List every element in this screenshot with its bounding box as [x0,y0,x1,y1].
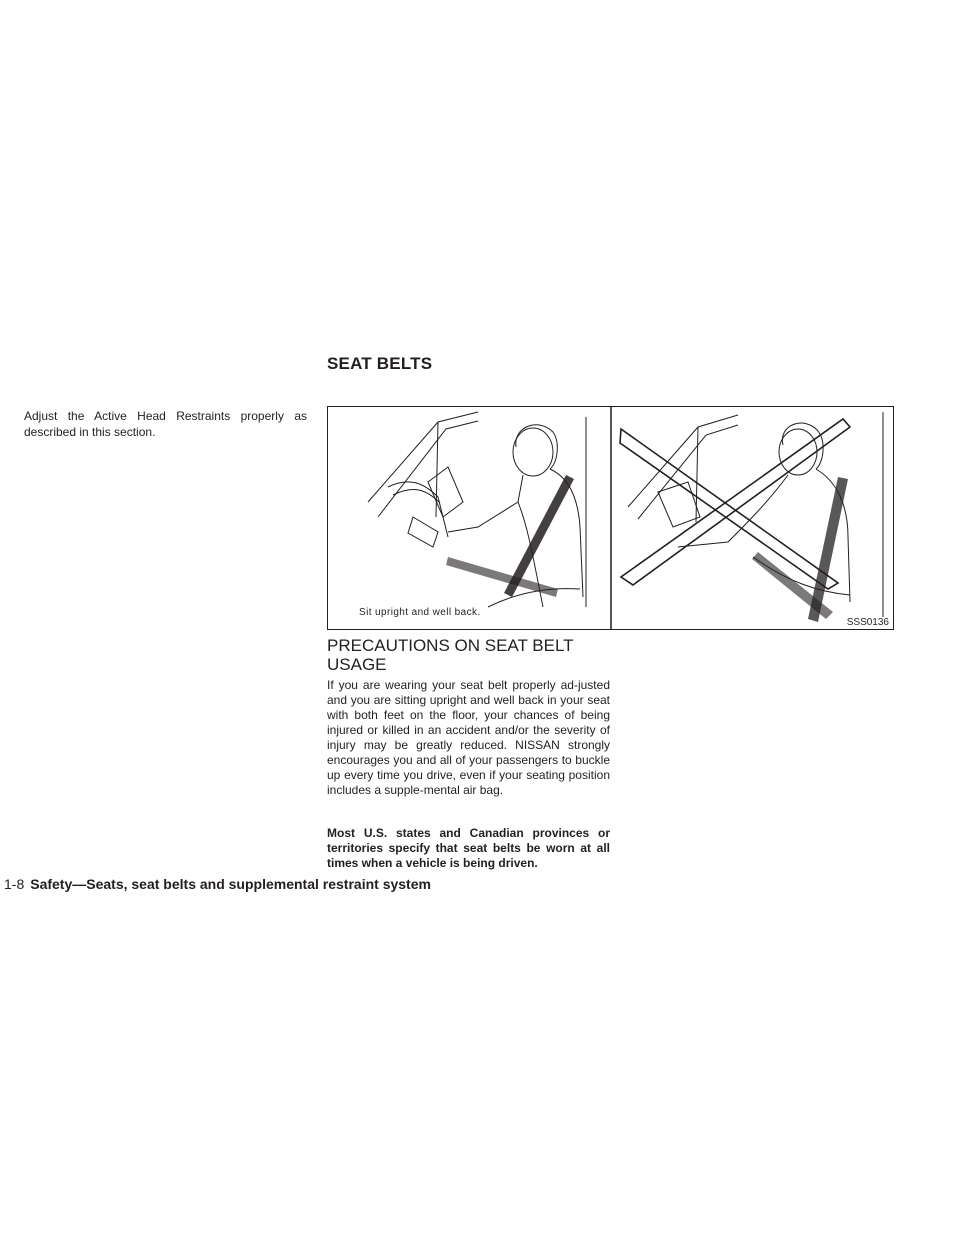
footer-title: Safety—Seats, seat belts and supplemental restraint system [30,876,431,892]
figure-id: SSS0136 [846,617,889,628]
seat-belt-illustration [328,407,894,630]
intro-paragraph: Adjust the Active Head Restraints properly as described in this section. [24,409,307,439]
figure-caption: Sit upright and well back. [359,607,481,618]
seat-belt-posture-figure [327,406,894,630]
precautions-heading: PRECAUTIONS ON SEAT BELT USAGE [327,636,574,674]
page-footer [4,876,431,892]
section-heading: SEAT BELTS [327,354,433,373]
precautions-paragraph: If you are wearing your seat belt properly ad-justed and you are sitting upright and well back in your seat with both feet on the floor, your chances of being injured or killed in an accident and/or the severity of injury may be greatly reduced. NISSAN strongly encourages you and all of your passengers to buckle up every time you drive, even if your seating position includes a supple-mental air bag. [327,678,610,797]
legal-requirement-paragraph: Most U.S. states and Canadian provinces or territories specify that seat belts be worn at all times when a vehicle is being driven. [327,826,610,870]
page-number: 1-8 [4,876,25,892]
